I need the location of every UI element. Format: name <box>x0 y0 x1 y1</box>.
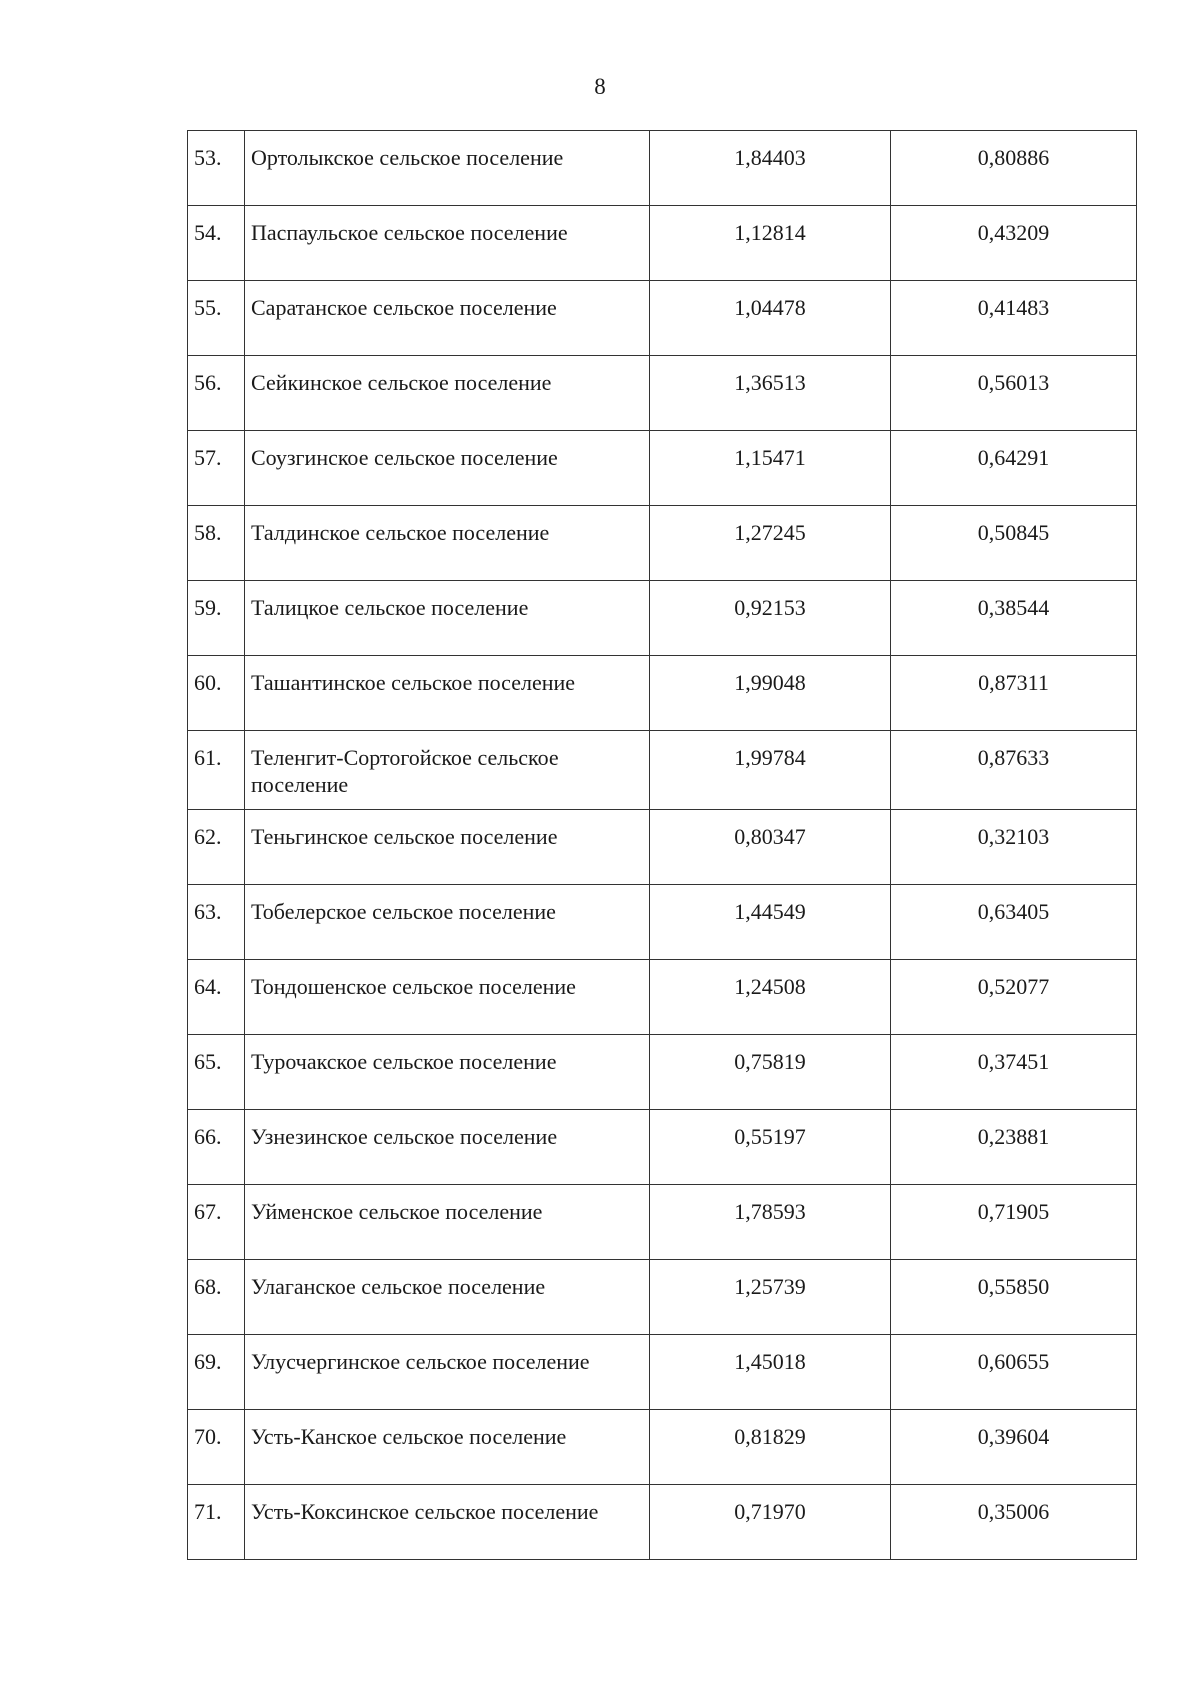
row-number: 62. <box>188 810 245 885</box>
value-1: 1,12814 <box>650 206 891 281</box>
value-2: 0,87311 <box>891 656 1137 731</box>
value-1: 0,81829 <box>650 1410 891 1485</box>
row-number: 59. <box>188 581 245 656</box>
table-row <box>188 506 1137 581</box>
value-2: 0,50845 <box>891 506 1137 581</box>
settlement-name: Узнезинское сельское поселение <box>245 1110 650 1185</box>
settlement-name: Сейкинское сельское поселение <box>245 356 650 431</box>
value-2: 0,56013 <box>891 356 1137 431</box>
row-number: 53. <box>188 131 245 206</box>
row-number: 56. <box>188 356 245 431</box>
value-1: 1,04478 <box>650 281 891 356</box>
value-2: 0,37451 <box>891 1035 1137 1110</box>
table-row <box>188 885 1137 960</box>
table-row <box>188 960 1137 1035</box>
row-number: 69. <box>188 1335 245 1410</box>
settlement-name: Тобелерское сельское поселение <box>245 885 650 960</box>
value-2: 0,71905 <box>891 1185 1137 1260</box>
value-2: 0,32103 <box>891 810 1137 885</box>
value-1: 0,71970 <box>650 1485 891 1560</box>
value-1: 0,80347 <box>650 810 891 885</box>
value-1: 1,44549 <box>650 885 891 960</box>
value-1: 1,99784 <box>650 731 891 810</box>
row-number: 68. <box>188 1260 245 1335</box>
row-number: 61. <box>188 731 245 810</box>
settlement-name: Соузгинское сельское поселение <box>245 431 650 506</box>
row-number: 54. <box>188 206 245 281</box>
table-row <box>188 206 1137 281</box>
row-number: 60. <box>188 656 245 731</box>
settlement-name: Паспаульское сельское поселение <box>245 206 650 281</box>
table-row <box>188 1185 1137 1260</box>
table-row <box>188 356 1137 431</box>
row-number: 57. <box>188 431 245 506</box>
value-2: 0,43209 <box>891 206 1137 281</box>
row-number: 70. <box>188 1410 245 1485</box>
settlement-name: Усть-Коксинское сельское поселение <box>245 1485 650 1560</box>
value-1: 0,55197 <box>650 1110 891 1185</box>
table-row <box>188 1260 1137 1335</box>
table-row <box>188 581 1137 656</box>
settlement-name: Теленгит-Сортогойское сельское поселение <box>245 731 650 810</box>
settlement-name: Уйменское сельское поселение <box>245 1185 650 1260</box>
settlement-name: Талдинское сельское поселение <box>245 506 650 581</box>
settlement-name: Теньгинское сельское поселение <box>245 810 650 885</box>
settlement-name: Улусчергинское сельское поселение <box>245 1335 650 1410</box>
table-row <box>188 281 1137 356</box>
settlement-name: Ташантинское сельское поселение <box>245 656 650 731</box>
value-2: 0,60655 <box>891 1335 1137 1410</box>
value-2: 0,38544 <box>891 581 1137 656</box>
value-2: 0,52077 <box>891 960 1137 1035</box>
table-row <box>188 131 1137 206</box>
settlement-name: Тондошенское сельское поселение <box>245 960 650 1035</box>
value-2: 0,63405 <box>891 885 1137 960</box>
table-row <box>188 731 1137 810</box>
value-2: 0,87633 <box>891 731 1137 810</box>
row-number: 55. <box>188 281 245 356</box>
value-2: 0,23881 <box>891 1110 1137 1185</box>
value-1: 1,45018 <box>650 1335 891 1410</box>
table-row <box>188 656 1137 731</box>
value-1: 0,75819 <box>650 1035 891 1110</box>
value-1: 1,15471 <box>650 431 891 506</box>
value-2: 0,64291 <box>891 431 1137 506</box>
value-1: 1,27245 <box>650 506 891 581</box>
table-row <box>188 1335 1137 1410</box>
value-1: 1,24508 <box>650 960 891 1035</box>
value-1: 1,99048 <box>650 656 891 731</box>
table-row <box>188 431 1137 506</box>
table-row <box>188 1485 1137 1560</box>
table-row <box>188 1410 1137 1485</box>
row-number: 66. <box>188 1110 245 1185</box>
table-row <box>188 1035 1137 1110</box>
value-2: 0,39604 <box>891 1410 1137 1485</box>
value-2: 0,80886 <box>891 131 1137 206</box>
settlement-name: Талицкое сельское поселение <box>245 581 650 656</box>
value-2: 0,55850 <box>891 1260 1137 1335</box>
row-number: 67. <box>188 1185 245 1260</box>
data-table <box>187 130 1137 1560</box>
value-2: 0,35006 <box>891 1485 1137 1560</box>
value-1: 1,25739 <box>650 1260 891 1335</box>
row-number: 64. <box>188 960 245 1035</box>
settlement-name: Турочакское сельское поселение <box>245 1035 650 1110</box>
settlement-name: Ортолыкское сельское поселение <box>245 131 650 206</box>
row-number: 58. <box>188 506 245 581</box>
settlement-name: Улаганское сельское поселение <box>245 1260 650 1335</box>
value-2: 0,41483 <box>891 281 1137 356</box>
settlement-name: Саратанское сельское поселение <box>245 281 650 356</box>
value-1: 0,92153 <box>650 581 891 656</box>
table-row <box>188 1110 1137 1185</box>
value-1: 1,84403 <box>650 131 891 206</box>
value-1: 1,78593 <box>650 1185 891 1260</box>
row-number: 65. <box>188 1035 245 1110</box>
page-number: 8 <box>594 74 606 99</box>
settlement-name: Усть-Канское сельское поселение <box>245 1410 650 1485</box>
row-number: 63. <box>188 885 245 960</box>
row-number: 71. <box>188 1485 245 1560</box>
value-1: 1,36513 <box>650 356 891 431</box>
table-row <box>188 810 1137 885</box>
